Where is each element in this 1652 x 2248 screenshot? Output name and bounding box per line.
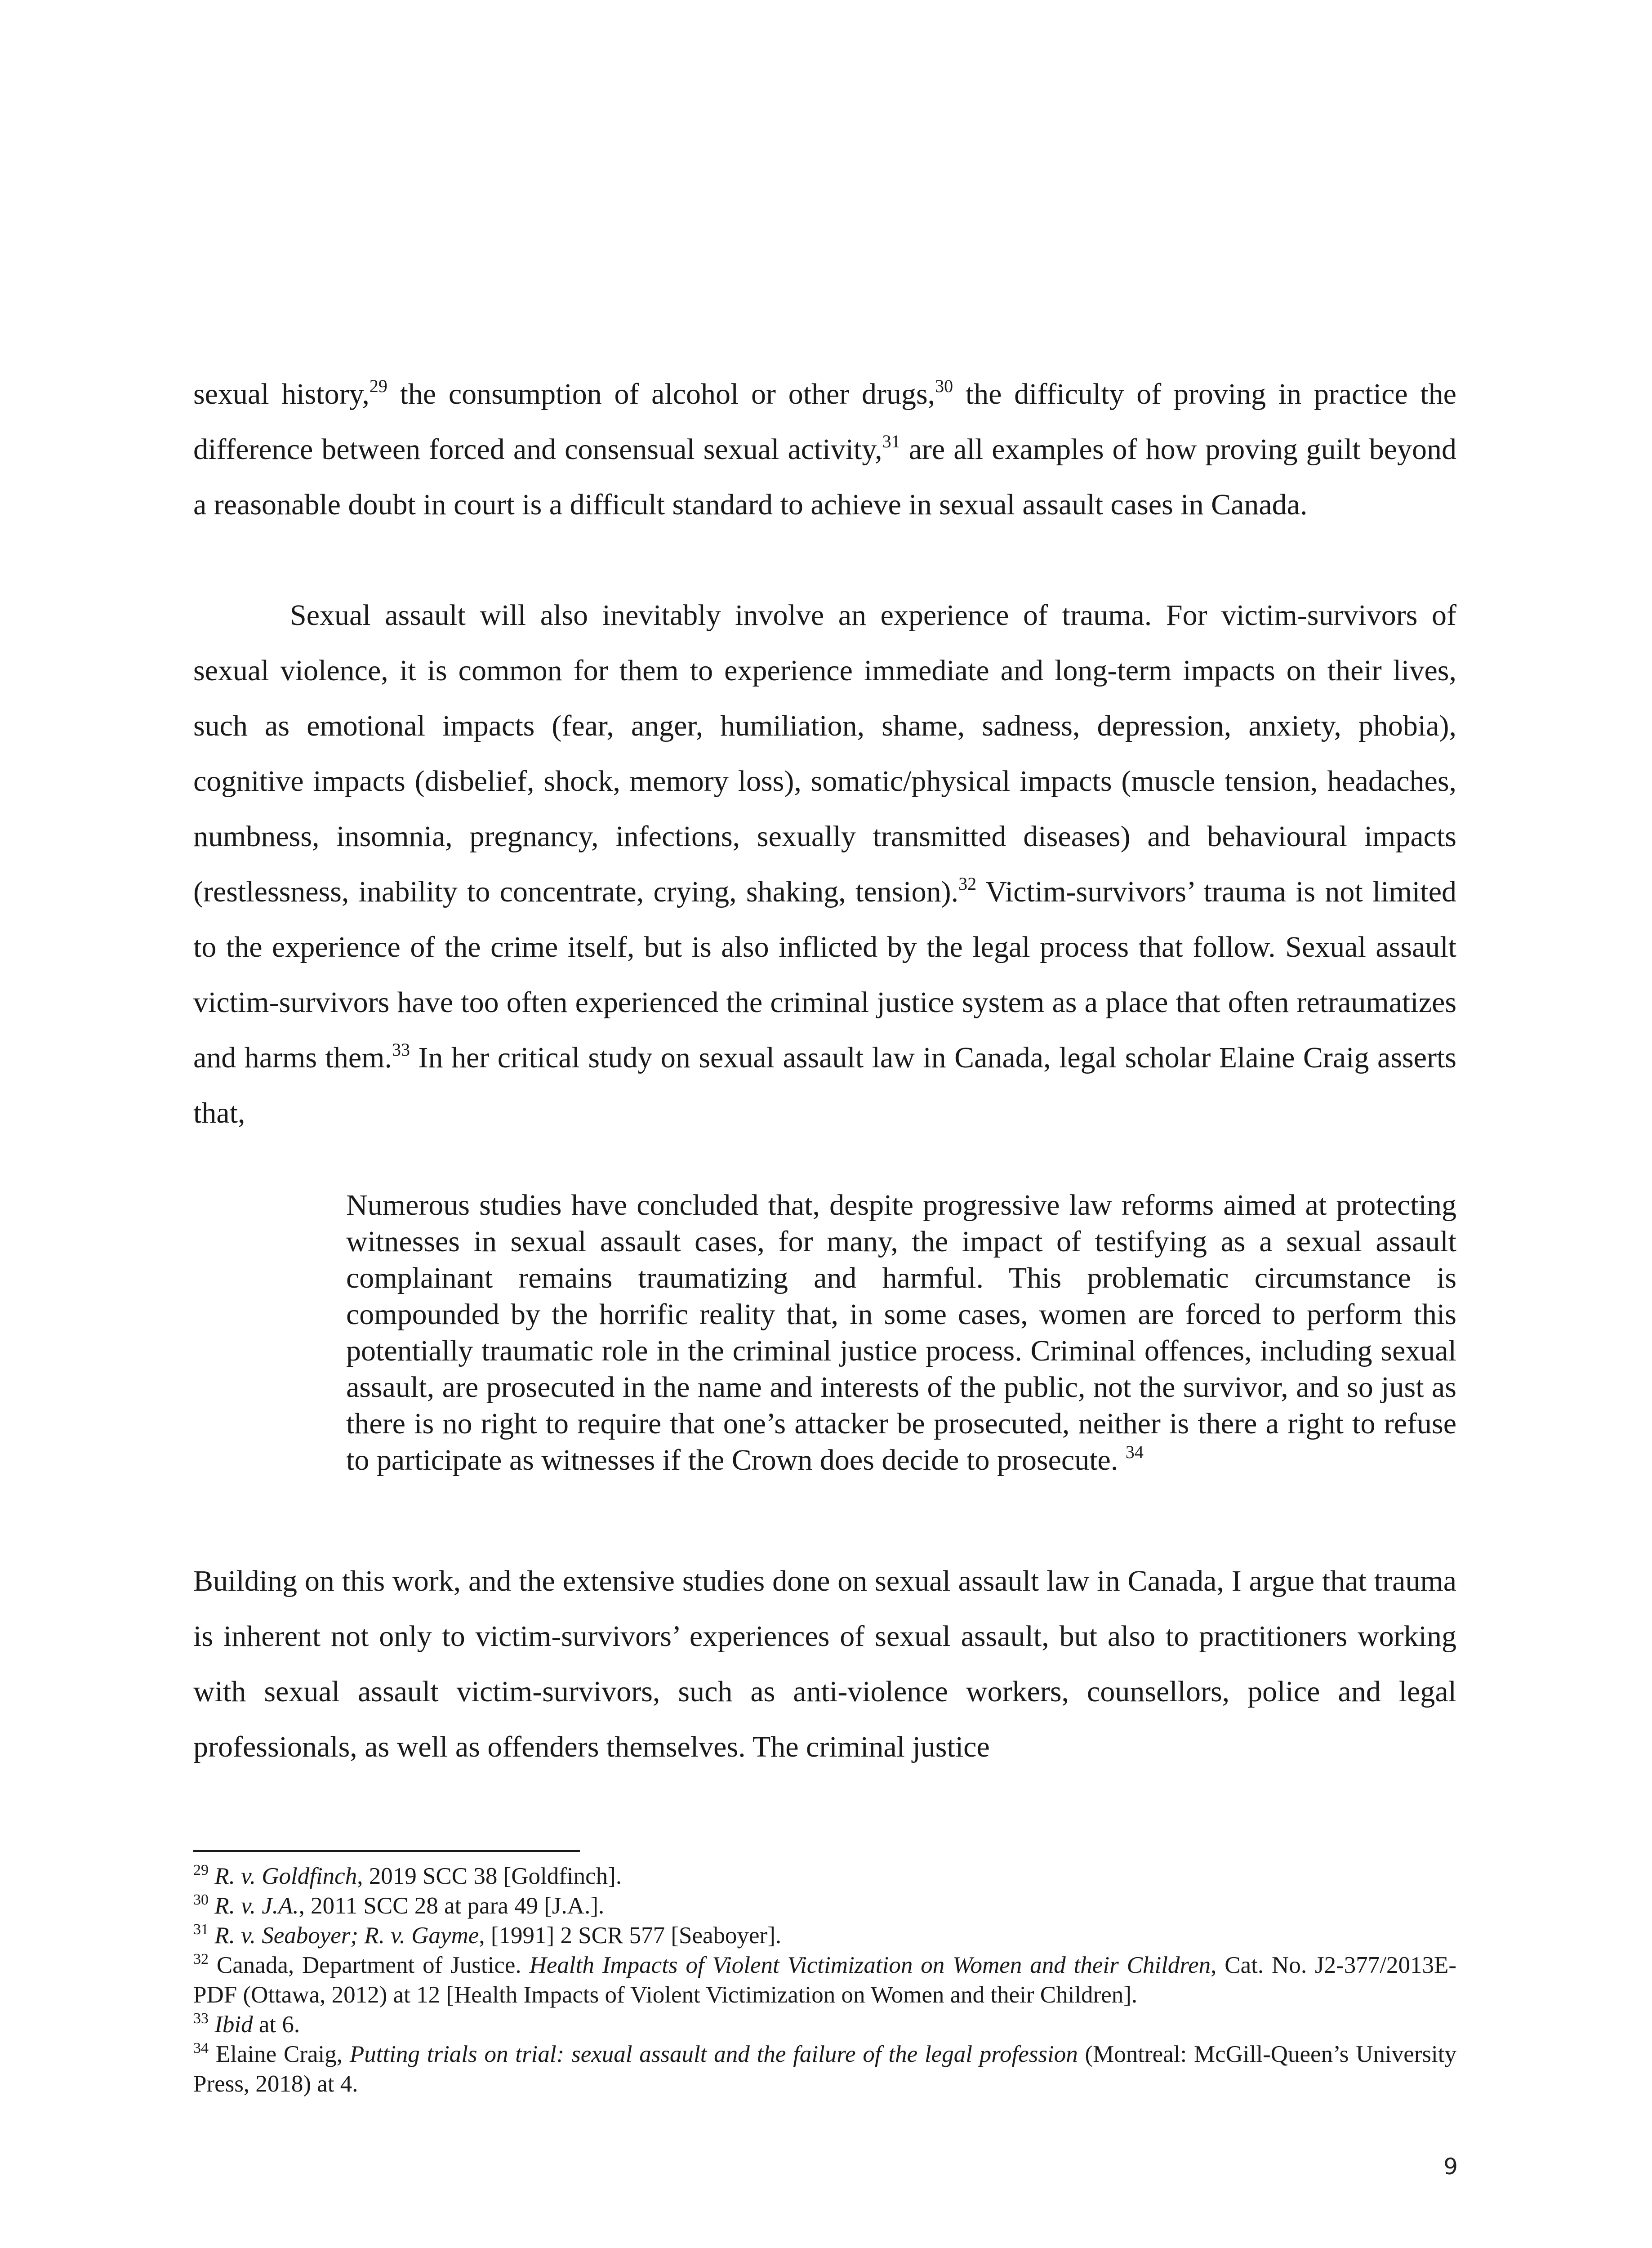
footnote-marker: 34 — [1125, 1442, 1144, 1462]
footnote-marker: 29 — [193, 1862, 209, 1878]
text-run: sexual history, — [193, 378, 370, 410]
text-run: the consumption of alcohol or other drugs, — [387, 378, 935, 410]
footnote-marker: 33 — [392, 1039, 410, 1060]
italic-citation: R. v. Goldfinch — [214, 1863, 357, 1889]
text-run: , 2019 SCC 38 [Goldfinch]. — [357, 1863, 622, 1889]
footnote-marker: 30 — [193, 1891, 209, 1908]
footnote-marker: 32 — [958, 874, 977, 894]
footnotes — [193, 1861, 1456, 2099]
text-run — [209, 2012, 214, 2038]
footnote-marker: 34 — [193, 2040, 209, 2056]
text-run: In her critical study on sexual assault law in Canada, legal scholar Elaine Craig asserts that, — [193, 1041, 1456, 1129]
text-run — [209, 1922, 214, 1949]
footnote-marker: 31 — [882, 431, 900, 451]
text-run: Sexual assault will also inevitably involve an experience of trauma. For victim-survivors of sexual violence, it is common for them to experience immediate and long-term impacts on their lives, such as emotional impacts (fear, anger, humiliation, shame, sadness, depression, anxiety, phobia), cognitive impacts (disbelief, shock, memory loss), somatic/physical impacts (muscle tension, headaches, numbness, insomnia, pregnancy, infections, sexually transmitted diseases) and behavioural impacts (restlessness, inability to concentrate, crying, shaking, tension). — [193, 599, 1456, 908]
text-run: Victim-survivors’ trauma is not limited to the experience of the crime itself, but is also inflicted by the legal process that follow. Sexual assault victim-survivors have too often experienced the criminal justice system as a place that often retraumatizes and harms them. — [193, 875, 1456, 1074]
footnote-32 — [193, 1950, 1456, 2010]
paragraph-1 — [193, 366, 1456, 532]
text-run — [209, 1863, 214, 1889]
italic-citation: Putting trials on trial: sexual assault and the failure of the legal profession — [349, 2041, 1078, 2067]
footnote-33 — [193, 2010, 1456, 2039]
text-run: (Montreal: McGill-Queen’s University Press, 2018) at 4. — [193, 2041, 1456, 2097]
footnote-marker: 31 — [193, 1921, 209, 1938]
italic-citation: R. v. J.A. — [214, 1893, 299, 1919]
footnote-marker: 32 — [193, 1951, 209, 1967]
text-run: are all examples of how proving guilt beyond a reasonable doubt in court is a difficult standard to achieve in sexual assault cases in Canada. — [193, 433, 1456, 521]
footnote-marker: 33 — [193, 2010, 209, 2027]
italic-citation: Ibid — [214, 2012, 253, 2038]
footnote-30 — [193, 1891, 1456, 1921]
text-run: , 2011 SCC 28 at para 49 [J.A.]. — [298, 1893, 605, 1919]
block-quote — [346, 1187, 1456, 1478]
text-run: , [1991] 2 SCR 577 [Seaboyer]. — [479, 1922, 782, 1949]
text-run: Numerous studies have concluded that, despite progressive law reforms aimed at protecting witnesses in sexual assault cases, for many, the impact of testifying as a sexual assault complainant remains traumatizing and harmful. This problematic circumstance is compounded by the horrific reality that, in some cases, women are forced to perform this potentially traumatic role in the criminal justice process. Criminal offences, including sexual assault, are prosecuted in the name and interests of the public, not the survivor, and so just as there is no right to require that one’s attacker be prosecuted, neither is there a right to refuse to participate as witnesses if the Crown does decide to prosecute. — [346, 1189, 1456, 1476]
text-run: at 6. — [253, 2012, 300, 2038]
text-run: Building on this work, and the extensive studies done on sexual assault law in Canada, I argue that trauma is inherent not only to victim-survivors’ experiences of sexual assault, but also to practitioners working with sexual assault victim-survivors, such as anti-violence workers, counsellors, police and legal professionals, as well as offenders themselves. The criminal justice — [193, 1565, 1456, 1763]
text-run — [209, 1893, 214, 1919]
text-run: Canada, Department of Justice. — [209, 1952, 530, 1978]
paragraph-3 — [193, 1553, 1456, 1775]
italic-citation: Health Impacts of Violent Victimization on Women and their Children — [529, 1952, 1211, 1978]
text-run: , Cat. No. J2-377/2013E-PDF (Ottawa, 2012) at 12 [Health Impacts of Violent Victimization on Women and their Children]. — [193, 1952, 1457, 2008]
footnote-marker: 30 — [935, 376, 953, 396]
footnote-34 — [193, 2039, 1456, 2099]
paragraph-2 — [193, 588, 1456, 1141]
text-run: the difficulty of proving in practice the difference between forced and consensual sexual activity, — [193, 378, 1456, 466]
footnote-marker: 29 — [369, 376, 387, 396]
footnote-29 — [193, 1861, 1456, 1891]
footnote-31 — [193, 1921, 1456, 1950]
italic-citation: R. v. Seaboyer; R. v. Gayme — [214, 1922, 479, 1949]
page-number: 9 — [1443, 2154, 1458, 2180]
text-run: Elaine Craig, — [209, 2041, 350, 2067]
footnote-separator — [193, 1850, 580, 1852]
